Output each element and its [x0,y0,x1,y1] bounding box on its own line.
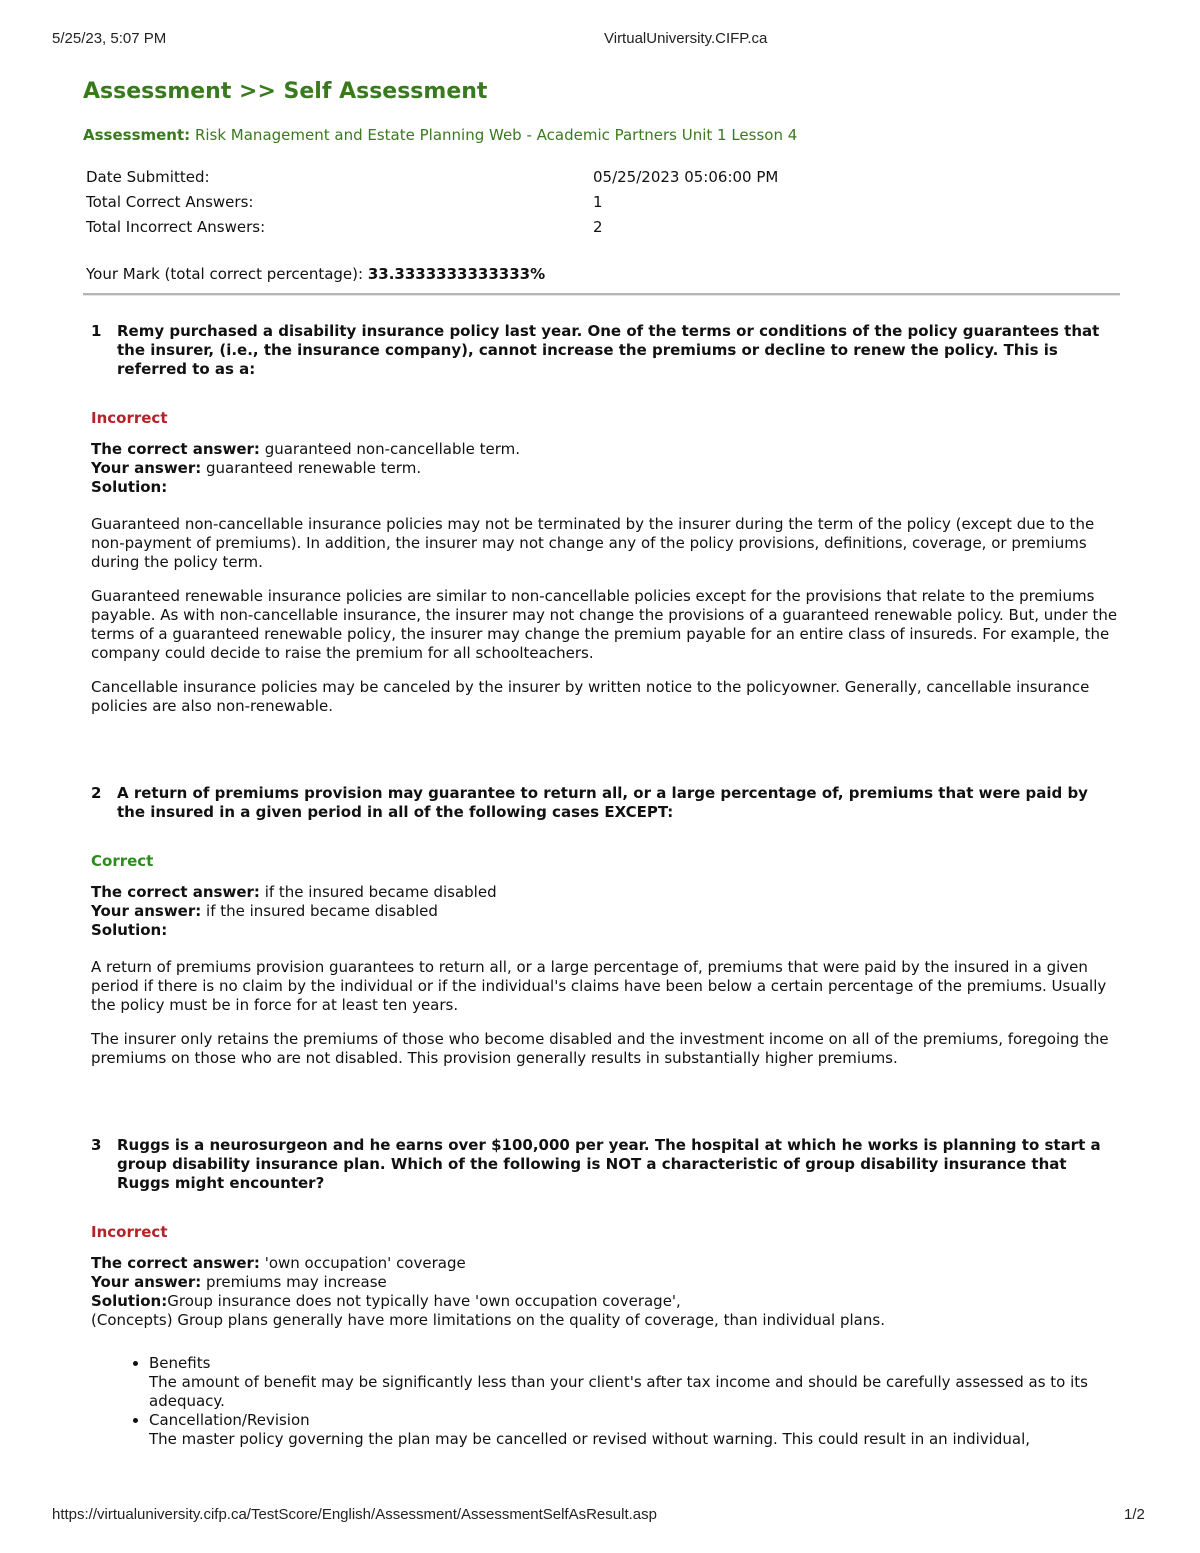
question-text: Remy purchased a disability insurance policy last year. One of the terms or conditions of the policy guarantees that the insurer, (i.e., the insurance company), cannot increase the premiums or decline to renew the policy. This is referred to as a: [117,322,1100,378]
solution-paragraph: A return of premiums provision guarantees to return all, or a large percentage of, premiums that were paid by the insured in a given period if there is no claim by the individual or if the individual's claims have been below a certain percentage of the premiums. Usually the policy must be in force for at least ten years. [91,958,1107,1014]
summary-row-date [86,168,1120,193]
total-correct-value: 1 [593,193,603,211]
your-mark [86,265,1120,283]
question-3-header [91,1136,1120,1193]
your-answer-label: Your answer: [91,459,202,477]
divider [83,293,1120,296]
correct-answer: 'own occupation' coverage [264,1254,466,1272]
print-footer-url: https://virtualuniversity.cifp.ca/TestScore/English/Assessment/AssessmentSelfAsResult.asp [52,1506,657,1523]
solution-inline: Group insurance does not typically have 'own occupation coverage', [167,1292,681,1310]
assessment-label: Assessment: [83,126,191,144]
bullet-text: The master policy governing the plan may be cancelled or revised without warning. This could result in an individual, [149,1430,1031,1448]
solution-label: Solution: [91,478,168,496]
correct-answer-label: The correct answer: [91,440,260,458]
total-correct-label: Total Correct Answers: [86,193,254,211]
print-header-datetime: 5/25/23, 5:07 PM [52,30,167,47]
your-answer: guaranteed renewable term. [206,459,422,477]
result-status: Incorrect [91,1223,168,1241]
print-header-site: VirtualUniversity.CIFP.ca [604,30,768,47]
answer-block [91,440,1120,497]
your-answer: if the insured became disabled [206,902,438,920]
solution-paragraph: Cancellable insurance policies may be canceled by the insurer by written notice to the policyowner. Generally, cancellable insurance policies are also non-renewable. [91,678,1090,715]
solution-label: Solution: [91,1292,168,1310]
assessment-results-content [83,78,1120,1449]
question-number: 3 [91,1136,102,1154]
question-number: 1 [91,322,102,340]
total-incorrect-label: Total Incorrect Answers: [86,218,266,236]
correct-answer: if the insured became disabled [264,883,497,901]
result-status: Incorrect [91,409,168,427]
total-incorrect-value: 2 [593,218,603,236]
question-number: 2 [91,784,102,802]
question-text: A return of premiums provision may guarantee to return all, or a large percentage of, premiums that were paid by the insured in a given period in all of the following cases EXCEPT: [117,784,1088,821]
question-2-header [91,784,1120,822]
solution-paragraph: Guaranteed non-cancellable insurance policies may not be terminated by the insurer during the term of the policy (except due to the non-payment of premiums). In addition, the insurer may not change any of the policy provisions, definitions, coverage, or premiums during the policy term. [91,515,1095,571]
solution-concepts: (Concepts) Group plans generally have more limitations on the quality of coverage, than individual plans. [91,1311,885,1329]
question-3 [91,1136,1120,1449]
list-item [149,1411,1120,1449]
bullet-title: • Cancellation/Revision [149,1411,310,1429]
bullet-text: The amount of benefit may be significantly less than your client's after tax income and should be carefully assessed as to its adequacy. [149,1373,1088,1410]
page-title: Assessment >> Self Assessment [83,79,488,104]
bullet-title: • Benefits [149,1354,211,1372]
answer-block [91,1254,1120,1330]
date-submitted-value: 05/25/2023 05:06:00 PM [593,168,779,186]
results-summary [86,168,1120,243]
mark-value: 33.3333333333333% [367,265,546,283]
solution-label: Solution: [91,921,168,939]
solution-paragraph: Guaranteed renewable insurance policies are similar to non-cancellable policies except for the provisions that relate to the premiums payable. As with non-cancellable insurance, the insurer may not change the provisions of a guaranteed renewable policy. But, under the terms of a guaranteed renewable policy, the insurer may change the premium payable for an entire class of insureds. For example, the company could decide to raise the premium for all schoolteachers. [91,587,1118,662]
date-submitted-label: Date Submitted: [86,168,210,186]
question-1 [91,322,1120,716]
summary-row-incorrect [86,218,1120,243]
print-footer-page-number: 1/2 [1124,1506,1145,1523]
correct-answer-label: The correct answer: [91,883,260,901]
list-item [149,1354,1120,1411]
solution-bullet-list [91,1354,1120,1449]
question-2 [91,784,1120,1068]
your-answer: premiums may increase [206,1273,387,1291]
your-answer-label: Your answer: [91,902,202,920]
question-text: Ruggs is a neurosurgeon and he earns over $100,000 per year. The hospital at which he works is planning to start a group disability insurance plan. Which of the following is NOT a characteristic of group disability insurance that Ruggs might encounter? [117,1136,1101,1192]
question-1-header [91,322,1120,379]
solution-paragraph: The insurer only retains the premiums of those who become disabled and the investment income on all of the premiums, foregoing the premiums on those who are not disabled. This provision generally results in substantially higher premiums. [91,1030,1109,1067]
your-answer-label: Your answer: [91,1273,202,1291]
assessment-name-line [83,126,1120,144]
mark-label: Your Mark (total correct percentage): [86,265,364,283]
assessment-name: Risk Management and Estate Planning Web - Academic Partners Unit 1 Lesson 4 [194,126,798,144]
summary-row-correct [86,193,1120,218]
correct-answer: guaranteed non-cancellable term. [264,440,521,458]
answer-block [91,883,1120,940]
correct-answer-label: The correct answer: [91,1254,260,1272]
result-status: Correct [91,852,154,870]
